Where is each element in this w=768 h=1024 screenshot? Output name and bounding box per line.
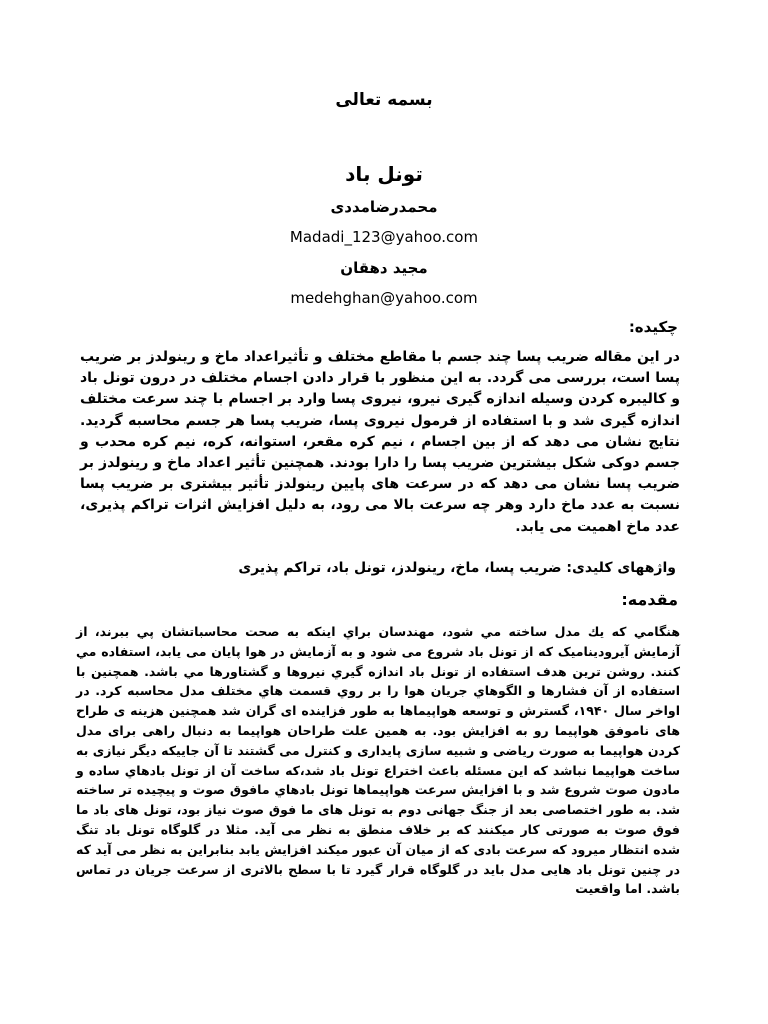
author-email-2: medehghan@yahoo.com [290,289,478,307]
basmala-heading: بسمه تعالی [335,90,433,110]
keywords-line: واژههای کلیدی: ضریب پسا، ماخ، رینولدز، تونل باد، تراکم پذیری [238,560,676,576]
document-title: تونل باد [345,162,423,186]
author-name-1: محمدرضامددی [330,198,438,216]
author-email-1: Madadi_123@yahoo.com [289,228,479,246]
introduction-heading: مقدمه: [621,590,678,609]
author-name-2: مجید دهقان [340,259,428,277]
introduction-paragraph: هنگامي كه يك مدل ساخته مي شود، مهندسان براي اينكه به صحت محاسباتشان پي ببرند، از آزمایش آیرودینامیک که از تونل باد شروع می شود و به آزمایش در هوا پایان می یابد، استفاده مي كنند. روشن ترين هدف استفاده از تونل باد اندازه گيري نيروها و گشتاورها مي باشد. همچنين با استفاده از آن فشارها و الگوهاي جريان هوا را بر روي قسمت هاي مختلف مدل محاسبه كرد. در اواخر سال ۱۹۴۰، گسترش و توسعه هواپيماها به طور فزاینده ای گران شد همچنین هزینه ی طراح های ناموفق هواپیما رو به افزایش بود. به همین علت طراحان هواپیما به دنبال راهی برای مدل کردن هواپیما به صورت ریاضی و شبیه سازی پایداری و کنترل می گشتند تا آن جاییکه دیگر نیازی به ساخت هواپیما نباشد که این مسئله باعث اختراع تونل باد شد،كه ساخت آن از تونل بادهاي ساده و مادون صوت شروع شد و با افزایش سرعت هواپیماها تونل بادهاي مافوق صوت و پیچیده تر ساخته شد. به طور اختصاصی بعد از جنگ جهانی دوم به تونل های ما فوق صوت نیاز بود، تونل های باد ما فوق صوت به صورتی کار میکنند که بر خلاف منطق به نظر می آید. مثلا در گلوگاه تونل باد تنگ شده انتظار میرود که سرعت بادی که از میان آن عبور میکند افزایش یابد بنابراین به نظر می آید که در چنین تونل باد هایی مدل باید در گلوگاه قرار گیرد تا با سطح بالاتری از سرعت جریان در تماس باشد. اما واقعیت [76,624,680,897]
abstract-paragraph: در این مقاله ضریب پسا چند جسم با مقاطع مختلف و تأثیراعداد ماخ و رینولدز بر ضریب پسا است، بررسی می گردد. به این منظور با قرار دادن اجسام مختلف در درون تونل باد و کالیبره کردن وسیله اندازه گیری نیرو، نیروی پسا وارد بر اجسام با چند سرعت مختلف اندازه گیری شد و با استفاده از فرمول نیروی پسا، ضریب پسا هر جسم محاسبه گردید. نتایج نشان می دهد که از بین اجسام ، نیم کره مقعر، استوانه، کره، نیم کره محدب و جسم دوکی شکل بیشترین ضریب پسا را دارا بودند. همچنین تأثیر اعداد ماخ و رینولدز بر ضریب پسا نشان می دهد که در سرعت های پایین رینولدز تأثیر بیشتری بر ضریب پسا نسبت به عدد ماخ دارد وهر چه سرعت بالا می رود، به دلیل افزایش اثرات تراکم پذیری، عدد ماخ اهمیت می یابد. [80,349,680,535]
abstract-heading: چکیده: [628,318,678,336]
